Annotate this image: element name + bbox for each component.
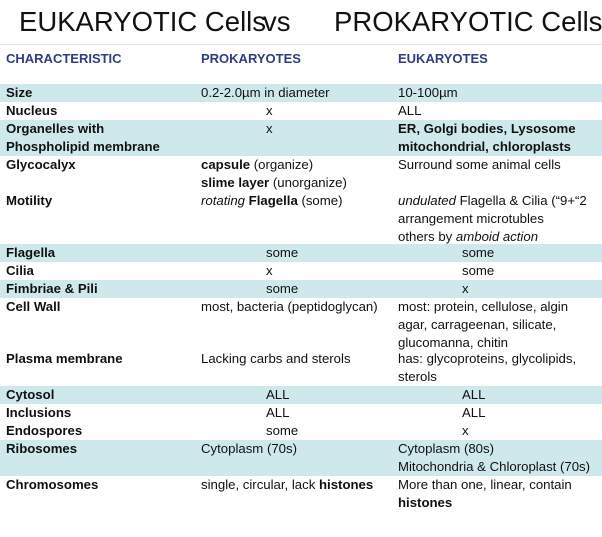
header-eukaryotes: EUKARYOTES [398,51,488,66]
table-row [0,386,602,404]
table-row [0,102,602,120]
row-label: Cilia [6,263,34,278]
cell-wall-line: most: protein, cellulose, algin [398,299,569,314]
page-title [0,6,602,44]
eukaryote-value: some [462,263,495,278]
histones-term: histones [319,477,374,492]
prokaryote-value: some [266,423,299,438]
row-label: Endospores [6,423,83,438]
ribosome-line: Mitochondria & Chloroplast (70s) [398,459,591,474]
prokaryote-value: ALL [266,387,290,402]
title-eukaryotic: EUKARYOTIC Cells [19,6,267,37]
motility-line: Flagella & Cilia (“9+“2 [455,193,587,208]
eukaryote-value: ALL [398,103,422,118]
table-row [0,298,602,350]
cell-wall-line: agar, carrageenan, silicate, [398,317,557,332]
prokaryote-value: x [266,263,273,278]
table-row [0,262,602,280]
prokaryote-value [201,192,396,210]
plasma-line: sterols [398,369,437,384]
eukaryote-value: some [462,245,495,260]
eukaryote-value: Surround some animal cells [398,157,561,172]
eukaryote-value-line: ER, Golgi bodies, Lysosome [398,121,576,136]
row-label: Size [6,85,33,100]
row-label: Flagella [6,245,56,260]
prokaryote-value: 0.2-2.0µm in diameter [201,85,330,100]
table-row [0,404,602,422]
table-row [0,280,602,298]
row-label: Motility [6,193,53,208]
prokaryote-value: ALL [266,405,290,420]
plasma-line: has: glycoproteins, glycolipids, [398,351,577,366]
prokaryote-value: some [266,245,299,260]
row-label: Glycocalyx [6,157,76,172]
prokaryote-value: most, bacteria (peptidoglycan) [201,299,378,314]
eukaryote-value: ALL [462,387,486,402]
row-label: Nucleus [6,103,58,118]
table-row [0,476,602,512]
eukaryote-value [398,120,598,156]
flagella-term: Flagella [248,193,298,208]
row-label: Plasma membrane [6,351,123,366]
eukaryote-value [398,476,598,512]
row-label: Cytosol [6,387,55,402]
eukaryote-value [398,350,598,386]
row-label [6,120,160,156]
ribosome-line: Cytoplasm (80s) [398,441,495,456]
motility-line: arrangement microtubles [398,211,544,226]
table-row [0,120,602,156]
prokaryote-value: Lacking carbs and sterols [201,351,351,366]
capsule-term: capsule [201,157,251,172]
header-prokaryotes: PROKARYOTES [201,51,301,66]
prokaryote-value [201,476,396,494]
eukaryote-value: ALL [462,405,486,420]
eukaryote-value-line: mitochondrial, chloroplasts [398,139,571,154]
prokaryote-value: x [266,103,273,118]
row-label-line: Phospholipid membrane [6,139,160,154]
prokaryote-value: x [266,121,273,136]
row-label: Fimbriae & Pili [6,281,98,296]
row-label: Cell Wall [6,299,61,314]
table-header [0,44,602,73]
row-label-line: Organelles with [6,121,105,136]
title-prokaryotic: PROKARYOTIC Cells [334,6,602,37]
row-label: Ribosomes [6,441,78,456]
eukaryote-value: x [462,281,469,296]
slime-layer-note: (unorganize) [269,175,347,190]
cell-wall-line: glucomanna, chitin [398,335,508,350]
slime-layer-term: slime layer [201,175,270,190]
prokaryote-value: Cytoplasm (70s) [201,441,298,456]
chromosome-line: More than one, linear, contain [398,477,572,492]
capsule-note: (organize) [250,157,314,172]
table-row [0,244,602,262]
motility-line: others by [398,229,456,244]
prokaryote-value: some [266,281,299,296]
eukaryote-value [398,298,598,352]
table-row [0,440,602,476]
motility-note: (some) [297,193,343,208]
eukaryote-value: x [462,423,469,438]
eukaryote-value [398,192,598,246]
table-row [0,156,602,192]
table-row [0,84,602,102]
table-row [0,192,602,244]
header-characteristic: CHARACTERISTIC [6,51,122,66]
rotating-term: rotating [201,193,245,208]
prokaryote-value [201,156,396,192]
eukaryote-value [398,440,598,476]
table-row [0,422,602,440]
row-label: Inclusions [6,405,72,420]
chromosome-note: single, circular, lack [201,477,319,492]
eukaryote-value: 10-100µm [398,85,458,100]
title-vs: vs [263,6,291,37]
table-row [0,350,602,386]
undulated-term: undulated [398,193,456,208]
histones-term: histones [398,495,453,510]
amboid-term: amboid action [455,229,539,244]
row-label: Chromosomes [6,477,99,492]
